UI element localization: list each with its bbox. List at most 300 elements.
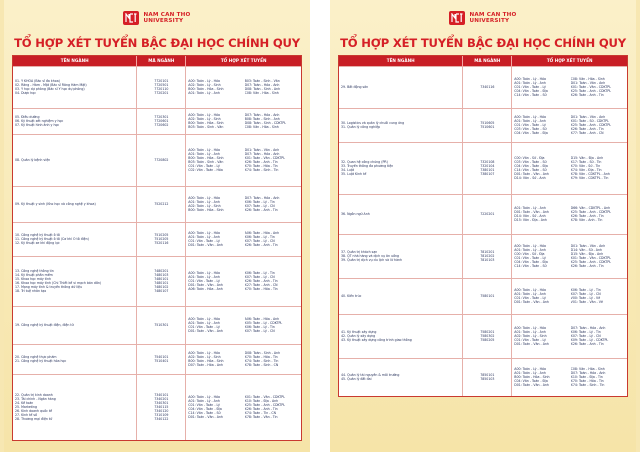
major-name: 24. Kế toán xyxy=(15,401,34,406)
subject-combination: X07: Toán - Lý - CN xyxy=(244,329,275,334)
subject-combination: C01: Văn - Toán - Lý xyxy=(514,296,546,300)
subject-combination: A01: Toán - Lý - Anh xyxy=(514,247,546,252)
brand-line2: UNIVERSITY xyxy=(469,18,510,24)
subject-combination: B08: Toán - Sinh - Anh xyxy=(244,116,280,121)
major-code: 7580205 xyxy=(480,338,495,343)
major-names-cell xyxy=(339,194,463,234)
table-row xyxy=(13,306,301,344)
subject-combination: X74: Toán - Sinh - Tin xyxy=(244,168,279,173)
subject-combination: B00: Toán - Hóa - Sinh xyxy=(188,87,224,91)
table-row xyxy=(13,344,301,374)
major-name: 37. Quản trị khách sạn xyxy=(341,249,378,254)
subject-combination: D15: Văn - Địa - Anh xyxy=(514,218,547,223)
panel-divider xyxy=(310,0,330,452)
combinations-cell xyxy=(186,306,301,344)
major-code: 7720101 xyxy=(154,78,169,83)
subject-combination: X06: Toán - Lý - Tin xyxy=(570,287,601,292)
subject-combination: X78: Văn - CDKTPL - Anh xyxy=(570,172,610,177)
major-code: 7510601 xyxy=(480,125,495,129)
subject-combination: C01: Văn - Toán - Lý xyxy=(514,122,546,127)
subject-combination: X06: Toán - Lý - Tin xyxy=(244,234,275,239)
subject-combination: D01: Toán - Văn - Anh xyxy=(514,383,549,388)
subject-combination: A02: Toán - Lý - Sinh xyxy=(188,82,221,87)
table-row xyxy=(13,186,301,222)
major-codes-cell xyxy=(463,108,512,142)
subject-combination: V01: Toán - Văn - Vẽ xyxy=(570,300,603,305)
major-code: 7480103 xyxy=(154,272,169,277)
subject-combination: D01: Toán - Văn - Anh xyxy=(570,80,606,85)
major-names-cell xyxy=(13,186,137,222)
combinations-cell xyxy=(512,108,627,142)
subject-combination: X06: Toán - Lý - Tin xyxy=(570,329,601,334)
header-major-code: MÃ NGÀNH xyxy=(463,56,512,66)
table-row xyxy=(13,134,301,186)
major-name: 09. Kỹ thuật y sinh (Kho học và công nghệ y khoa) xyxy=(15,201,96,206)
subject-combination: X01: Toán - Văn - CDKTPL xyxy=(570,84,611,89)
major-name: 13. Công nghệ thông tin xyxy=(15,268,54,273)
combinations-cell xyxy=(512,358,627,396)
left-panel xyxy=(4,0,310,452)
subject-combination: A02: Toán - Lý - Sinh xyxy=(188,354,221,359)
major-codes-cell xyxy=(137,306,186,344)
major-name: 18. Trí tuệ nhân tạo xyxy=(15,289,47,294)
major-name: 20. Công nghệ thực phẩm xyxy=(15,354,57,359)
subject-combination: C08: Văn - Hóa - Sinh xyxy=(570,76,605,81)
subject-combination: C02: Văn - Toán - Hóa xyxy=(188,168,223,173)
table-row xyxy=(339,314,627,358)
major-code: 7340116 xyxy=(480,84,495,89)
major-code: 7380101 xyxy=(480,168,495,172)
combinations-cell xyxy=(186,186,301,222)
subject-combination: A00: Toán - Lý - Hóa xyxy=(188,147,220,152)
subject-combination: A00: Toán - Lý - Hóa xyxy=(514,367,546,372)
major-names-cell xyxy=(339,142,463,194)
subject-combination: B03: Toán - Sinh - Văn xyxy=(188,125,224,130)
subject-combination: X70: Toán - Hóa - Tin xyxy=(244,354,278,359)
subject-combination: X78: Văn - Anh - Tin xyxy=(570,218,603,223)
major-name: 10. Công nghệ kỹ thuật ô tô xyxy=(15,232,60,237)
subject-combination: X70: Toán - Hóa - Tin xyxy=(244,164,278,169)
subject-combination: C01: Văn - Toán - Lý xyxy=(188,278,220,283)
subject-combination: X05: Toán - Lý - CDKTPL xyxy=(244,320,283,325)
combinations-cell xyxy=(186,108,301,134)
subject-combination: D14: Văn - Sử - Anh xyxy=(570,247,603,252)
major-name: 31. Quản lý công nghiệp xyxy=(341,125,381,129)
subject-combination: A06: Toán - Hóa - Anh xyxy=(244,230,280,235)
major-codes-cell xyxy=(137,222,186,256)
major-code: 7540101 xyxy=(154,354,169,359)
combinations-cell xyxy=(186,344,301,374)
major-names-cell xyxy=(13,344,137,374)
major-name: 12. Kỹ thuật xe khí động lực xyxy=(15,241,60,246)
major-code: 7720201 xyxy=(154,91,169,96)
major-code: 7510605 xyxy=(480,120,495,125)
subject-combination: D01: Toán - Văn - Anh xyxy=(188,415,223,420)
subject-combination: D07: Toán - Hóa - Anh xyxy=(188,363,224,368)
major-codes-cell xyxy=(463,278,512,314)
major-codes-cell xyxy=(463,194,512,234)
subject-combination: X06: Toán - Lý - Tin xyxy=(244,325,275,329)
subject-combination: D14: Văn - Sử - Anh xyxy=(514,214,546,218)
major-name: 44. Quản lý tài nguyên & môi trường xyxy=(341,373,400,378)
table-row xyxy=(13,66,301,108)
subject-combination: C01: Văn - Toán - Lý xyxy=(514,338,546,343)
major-codes-cell xyxy=(463,234,512,278)
subject-combination: A00: Toán - Lý - Hóa xyxy=(188,78,220,83)
table-row xyxy=(13,374,301,440)
major-code: 7850101 xyxy=(480,373,495,378)
header-major-name: TÊN NGÀNH xyxy=(13,56,137,66)
combinations-cell xyxy=(186,66,301,108)
major-name: 07. Kỹ thuật hình ảnh y học xyxy=(15,123,60,128)
major-code: 7720501 xyxy=(154,82,169,87)
major-name: 17. Mạng máy tính & truyền thông dữ liệu xyxy=(15,285,83,290)
subject-combination: B00: Toán - Hóa - Sinh xyxy=(188,121,224,125)
subject-combination: X17: Toán - Sử - Tin xyxy=(570,159,602,164)
subject-combination: B00: Toán - Hóa - Sinh xyxy=(188,359,224,363)
major-name: 39. Quản trị dịch vụ du lịch và lữ hành xyxy=(341,258,403,263)
major-code: 7380107 xyxy=(480,172,495,177)
subject-combination: A00: Toán - Lý - Hóa xyxy=(514,287,546,292)
major-names-cell xyxy=(13,108,137,134)
combinations-cell xyxy=(186,134,301,186)
major-name: 26. Kinh doanh quốc tế xyxy=(15,409,53,414)
subject-combination: A01: Toán - Lý - Anh xyxy=(188,151,220,156)
major-code: 7810103 xyxy=(480,258,495,263)
subject-combination: X07: Toán - Lý - CN xyxy=(244,239,275,243)
subject-combination: D01: Toán - Văn - Anh xyxy=(570,114,606,119)
subject-combination: D15: Văn - Địa - Anh xyxy=(570,251,604,256)
subject-combination: A00: Toán - Lý - Hóa xyxy=(514,76,546,81)
major-code: 7580101 xyxy=(480,293,495,298)
subject-combination: A01: Toán - Lý - Anh xyxy=(514,118,546,123)
subject-combination: C04: Văn - Toán - Địa xyxy=(514,89,548,94)
subject-combination: B03: Toán - Sinh - Văn xyxy=(244,78,280,83)
major-names-cell xyxy=(339,278,463,314)
major-code: 7810202 xyxy=(480,253,495,258)
subject-combination: C01: Văn - Toán - Lý xyxy=(188,403,220,408)
admission-table-right xyxy=(338,55,628,397)
major-name: 40. Kiến trúc xyxy=(341,293,362,298)
subject-combination: D08: Toán - Sinh - Anh xyxy=(244,87,281,91)
major-codes-cell xyxy=(137,186,186,222)
combinations-cell xyxy=(512,278,627,314)
table-row xyxy=(339,194,627,234)
subject-combination: X78: Toán - Văn - Tin xyxy=(244,415,278,420)
subject-combination: D01: Toán - Văn - Anh xyxy=(514,209,549,214)
subject-combination: D01: Toán - Văn - Anh xyxy=(188,243,223,248)
subject-combination: X79: Văn - CDKTPL - Tin xyxy=(570,176,609,181)
brand-header xyxy=(4,0,310,30)
major-code: 7720110 xyxy=(154,87,169,91)
combinations-cell xyxy=(512,142,627,194)
major-codes-cell xyxy=(463,358,512,396)
subject-combination: A00: Toán - Lý - Hóa xyxy=(188,195,220,200)
major-code: 7720601 xyxy=(154,118,169,123)
subject-combination: C08: Văn - Hóa - Sinh xyxy=(244,125,279,130)
subject-combination: A00: Toán - Lý - Hóa xyxy=(188,112,220,117)
major-code: 7480107 xyxy=(154,289,169,294)
table-row xyxy=(339,108,627,142)
major-code: 7510205 xyxy=(154,232,169,237)
major-names-cell xyxy=(13,374,137,440)
subject-combination: X74: Văn - Địa - Tin xyxy=(570,168,602,172)
major-name: 15. Khoa học máy tính xyxy=(15,276,51,281)
major-code: 7510401 xyxy=(154,359,169,363)
subject-combination: X26: Toán - Anh - Tin xyxy=(570,214,604,218)
table-row xyxy=(339,234,627,278)
subject-combination: X25: Toán - Anh - CDKTPL xyxy=(570,122,612,127)
subject-combination: X25: Toán - Anh - CDKTPL xyxy=(244,403,286,408)
major-code: 7480201 xyxy=(154,268,169,273)
subject-combination: A02: Toán - Lý - Sinh xyxy=(188,116,221,121)
major-code: 7340301 xyxy=(154,401,169,406)
major-name: 19. Công nghệ kỹ thuật điện, điện tử xyxy=(15,322,74,327)
major-name: 03. Y học dự phòng (Bác sĩ Y học dự phòng) xyxy=(15,87,85,91)
table-row xyxy=(339,278,627,314)
subject-combination: C03: Văn - Toán - Sử xyxy=(514,127,547,132)
subject-combination: X07: Toán - Lý - CN xyxy=(570,333,601,338)
major-name: 41. Kỹ thuật xây dựng xyxy=(341,329,377,334)
subject-combination: C01: Văn - Toán - Lý xyxy=(188,164,220,169)
subject-combination: A01: Toán - Lý - Anh xyxy=(188,320,220,325)
major-codes-cell xyxy=(463,66,512,108)
major-name: 23. Tài chính - Ngân hàng xyxy=(15,397,56,402)
major-name: 35. Luật Kinh tế xyxy=(341,172,367,177)
subject-combination: X26: Toán - Anh - Tin xyxy=(244,278,278,283)
subject-combination: C08: Văn - Hóa - Sinh xyxy=(570,367,605,372)
major-code: 7520116 xyxy=(154,241,169,246)
subject-combination: A01: Toán - Lý - Anh xyxy=(514,205,546,210)
subject-combination: C04: Văn - Toán - Địa xyxy=(188,407,222,412)
major-code: 7310109 xyxy=(154,413,169,418)
major-codes-cell xyxy=(137,134,186,186)
major-name: 38. QT nhà hàng và dịch vụ ăn uống xyxy=(341,253,400,258)
subject-combination: A01: Toán - Lý - Anh xyxy=(188,274,220,279)
subject-combination: B00: Toán - Hóa - Sinh xyxy=(188,155,224,160)
subject-combination: D01: Toán - Văn - Anh xyxy=(570,243,606,248)
subject-combination: A01: Toán - Lý - Anh xyxy=(188,199,220,204)
combinations-cell xyxy=(512,234,627,278)
major-codes-cell xyxy=(137,256,186,306)
subject-combination: C14: Văn - Toán - Sử xyxy=(188,411,221,416)
major-code: 7340122 xyxy=(154,417,169,422)
major-names-cell xyxy=(339,314,463,358)
subject-combination: X74: Toán - Sinh - Tin xyxy=(570,383,605,388)
major-names-cell xyxy=(339,358,463,396)
major-code: 7720802 xyxy=(154,157,169,162)
subject-combination: X25: Toán - Anh - CDKTPL xyxy=(570,260,612,265)
table-row xyxy=(13,222,301,256)
major-code: 7480101 xyxy=(154,281,169,285)
major-codes-cell xyxy=(137,108,186,134)
major-code: 7580302 xyxy=(480,333,495,338)
subject-combination: X26: Toán - Anh - Tin xyxy=(244,407,278,412)
major-codes-cell xyxy=(137,374,186,440)
subject-combination: A00: Toán - Lý - Hóa xyxy=(188,316,220,321)
subject-combination: X70: Văn - Sử - Tin xyxy=(570,163,601,168)
subject-combination: D01: Toán - Văn - Anh xyxy=(188,283,223,288)
combinations-cell xyxy=(512,66,627,108)
major-code: 7480101 xyxy=(154,276,169,281)
subject-combination: D07: Toán - Hóa - Anh xyxy=(244,195,280,200)
major-names-cell xyxy=(13,222,137,256)
major-code: 7720602 xyxy=(154,123,169,128)
subject-combination: D01: Toán - Văn - Anh xyxy=(188,329,223,334)
subject-combination: A01: Toán - Lý - Anh xyxy=(514,80,546,85)
major-names-cell xyxy=(13,256,137,306)
subject-combination: A00: Toán - Lý - Hóa xyxy=(514,114,546,119)
subject-combination: X27: Toán - Anh - CN xyxy=(244,283,278,288)
table-row xyxy=(339,358,627,396)
major-code: 7340101 xyxy=(154,392,169,397)
major-code: 7510301 xyxy=(154,322,169,327)
major-code: 7850103 xyxy=(480,377,495,382)
subject-combination: C14: Văn - Toán - Sử xyxy=(514,168,547,172)
major-name: 14. Kỹ thuật phần mềm xyxy=(15,272,53,277)
subject-combination: A01: Toán - Lý - Anh xyxy=(514,329,546,334)
subject-combination: D01: Toán - Văn - Anh xyxy=(514,172,549,177)
major-name: 16. Khoa học máy tính (Chi Thiết kế vi mạch bán dẫn) xyxy=(15,281,102,285)
subject-combination: D66: Văn - CDKTPL - Anh xyxy=(570,205,611,210)
major-name: 01. Y KHOA (Bác sĩ đa khoa) xyxy=(15,78,60,83)
subject-combination: D15: Văn - Địa - Anh xyxy=(570,155,604,160)
major-names-cell xyxy=(13,134,137,186)
subject-combination: A02: Toán - Lý - Sinh xyxy=(514,333,547,338)
major-name: 36. Ngôn ngữ Anh xyxy=(341,211,370,216)
table-row xyxy=(339,66,627,108)
subject-combination: X01: Toán - Sử - CDKTPL xyxy=(570,118,609,123)
subject-combination: X07: Toán - Lý - CN xyxy=(244,204,275,208)
major-name: 05. Điều dưỡng xyxy=(15,114,40,119)
major-name: 11. Công nghệ kỹ thuật ô tô (Cơ khí Ô tô điện) xyxy=(15,236,89,241)
major-name: 43. Kỹ thuật xây dựng công trình giao thông xyxy=(341,338,412,343)
major-name: 45. Quản lý đất đai xyxy=(341,377,372,382)
subject-combination: X26: Toán - Anh - Tin xyxy=(570,127,604,132)
major-code: 7520212 xyxy=(154,201,169,206)
subject-combination: X06: Toán - Lý - Tin xyxy=(244,199,275,204)
subject-combination: A00: Toán - Lý - Hóa xyxy=(514,243,546,248)
subject-combination: X74: Toán - Sinh - Tin xyxy=(244,359,279,363)
subject-combination: C08: Văn - Hóa - Sinh xyxy=(244,91,279,96)
major-code: 7480102 xyxy=(154,285,169,290)
subject-combination: D01: Toán - Văn - Anh xyxy=(514,300,549,305)
subject-combination: C04: Văn - Toán - Địa xyxy=(514,379,548,384)
major-code: 7580201 xyxy=(480,329,495,334)
subject-combination: D07: Toán - Hóa - Anh xyxy=(244,151,280,156)
subject-combination: D01: Toán - Văn - Anh xyxy=(514,342,549,347)
major-names-cell xyxy=(13,306,137,344)
major-code: 7340120 xyxy=(154,409,169,414)
major-code: 7320108 xyxy=(480,159,495,164)
subject-combination: C04: Văn - Toán - Địa xyxy=(514,131,548,136)
major-name: 02. Răng - Hàm - Mặt (Bác sĩ Răng Hàm Mặt) xyxy=(15,82,87,87)
combinations-cell xyxy=(186,222,301,256)
header-combinations: TỔ HỢP XÉT TUYỂN xyxy=(186,56,301,66)
subject-combination: X01: Toán - Văn - CDKTPL xyxy=(570,256,611,260)
subject-combination: C03: Văn - Toán - Sử xyxy=(514,159,547,164)
major-name: 27. Kinh tế số xyxy=(15,413,37,418)
subject-combination: A00: Toán - Lý - Hóa xyxy=(188,230,220,235)
subject-combination: X26: Toán - Anh - Tin xyxy=(570,93,604,98)
subject-combination: A01: Toán - Lý - Anh xyxy=(188,91,220,96)
subject-combination: X10: Toán - Địa - Anh xyxy=(244,399,279,404)
header-major-name: TÊN NGÀNH xyxy=(339,56,463,66)
major-name: 34. Luật xyxy=(341,168,355,172)
header-major-code: MÃ NGÀNH xyxy=(137,56,186,66)
major-names-cell xyxy=(339,234,463,278)
subject-combination: X70: Toán - Hóa - Tin xyxy=(570,379,604,384)
subject-combination: A00: Toán - Lý - Hóa xyxy=(188,270,220,275)
right-panel xyxy=(330,0,636,452)
subject-combination: X07: Toán - Lý - CN xyxy=(570,291,601,296)
major-name: 25. Marketing xyxy=(15,405,37,410)
subject-combination: X10: Toán - Địa - Tin xyxy=(570,375,603,380)
subject-combination: A01: Toán - Lý - Anh xyxy=(188,234,220,239)
major-codes-cell xyxy=(137,66,186,108)
subject-combination: D07: Toán - Hóa - Anh xyxy=(570,325,606,330)
combinations-cell xyxy=(186,256,301,306)
major-code: 7810201 xyxy=(480,249,495,254)
major-codes-cell xyxy=(137,344,186,374)
major-name: 06. Kỹ thuật xét nghiệm y học xyxy=(15,118,64,123)
table-row xyxy=(339,142,627,194)
subject-combination: X26: Toán - Anh - Tin xyxy=(244,208,278,213)
subject-combination: C14: Văn - Toán - Sử xyxy=(514,93,547,98)
major-names-cell xyxy=(13,66,137,108)
subject-combination: X01: Toán - Văn - CDKTPL xyxy=(244,394,285,399)
brand-line1: NAM CAN THO xyxy=(143,12,191,18)
subject-combination: C14: Văn - Toán - Sử xyxy=(514,264,547,269)
university-logo-icon xyxy=(123,11,139,25)
subject-combination: D08: Toán - Sinh - Anh xyxy=(244,350,281,355)
subject-combination: A06: Toán - Hóa - Anh xyxy=(188,287,223,292)
subject-combination: D07: Toán - Hóa - Anh xyxy=(570,371,606,376)
page-title: TỔ HỢP XÉT TUYỂN BẬC ĐẠI HỌC CHÍNH QUY xyxy=(340,36,626,50)
subject-combination: D07: Toán - Hóa - Anh xyxy=(244,112,280,117)
subject-combination: C01: Văn - Toán - Lý xyxy=(188,239,220,243)
subject-combination: A01: Toán - Lý - Anh xyxy=(188,399,220,404)
subject-combination: A01: Toán - Lý - Anh xyxy=(514,291,546,296)
combinations-cell xyxy=(512,194,627,234)
subject-combination: A00: Toán - Lý - Hóa xyxy=(514,325,546,330)
subject-combination: C01: Văn - Toán - Lý xyxy=(514,84,546,89)
subject-combination: C00: Văn - Sử - Địa xyxy=(514,155,545,160)
subject-combination: B00: Toán - Hóa - Sinh xyxy=(514,375,550,380)
subject-combination: C01: Văn - Toán - Lý xyxy=(188,325,220,329)
subject-combination: A00: Toán - Lý - Hóa xyxy=(188,350,220,355)
subject-combination: D08: Toán - Sinh - CDKTPL xyxy=(244,121,287,125)
major-name: 04. Dược học xyxy=(15,91,36,96)
subject-combination: B00: Toán - Hóa - Sinh xyxy=(188,208,224,213)
subject-combination: X74: Toán - Tin - CN xyxy=(244,411,277,416)
subject-combination: A01: Toán - Lý - Anh xyxy=(514,371,546,376)
header-combinations: TỔ HỢP XÉT TUYỂN xyxy=(512,56,627,66)
major-codes-cell xyxy=(463,142,512,194)
subject-combination: X25: Toán - Anh - CDKTPL xyxy=(570,209,612,214)
subject-combination: C04: Văn - Toán - Địa xyxy=(514,163,548,168)
subject-combination: X26: Toán - Anh - Tin xyxy=(244,160,278,164)
brand-header xyxy=(330,0,636,30)
subject-combination: X07: Toán - Lý - CN xyxy=(244,274,275,279)
brand-line2: UNIVERSITY xyxy=(143,18,184,24)
subject-combination: X06: Toán - Lý - Tin xyxy=(244,270,275,275)
major-codes-cell xyxy=(463,314,512,358)
subject-combination: A06: Toán - Hóa - Anh xyxy=(244,316,280,321)
major-code: 7720301 xyxy=(154,114,169,119)
major-name: 29. Bất động sản xyxy=(341,84,369,89)
major-code: 7220201 xyxy=(480,211,495,216)
